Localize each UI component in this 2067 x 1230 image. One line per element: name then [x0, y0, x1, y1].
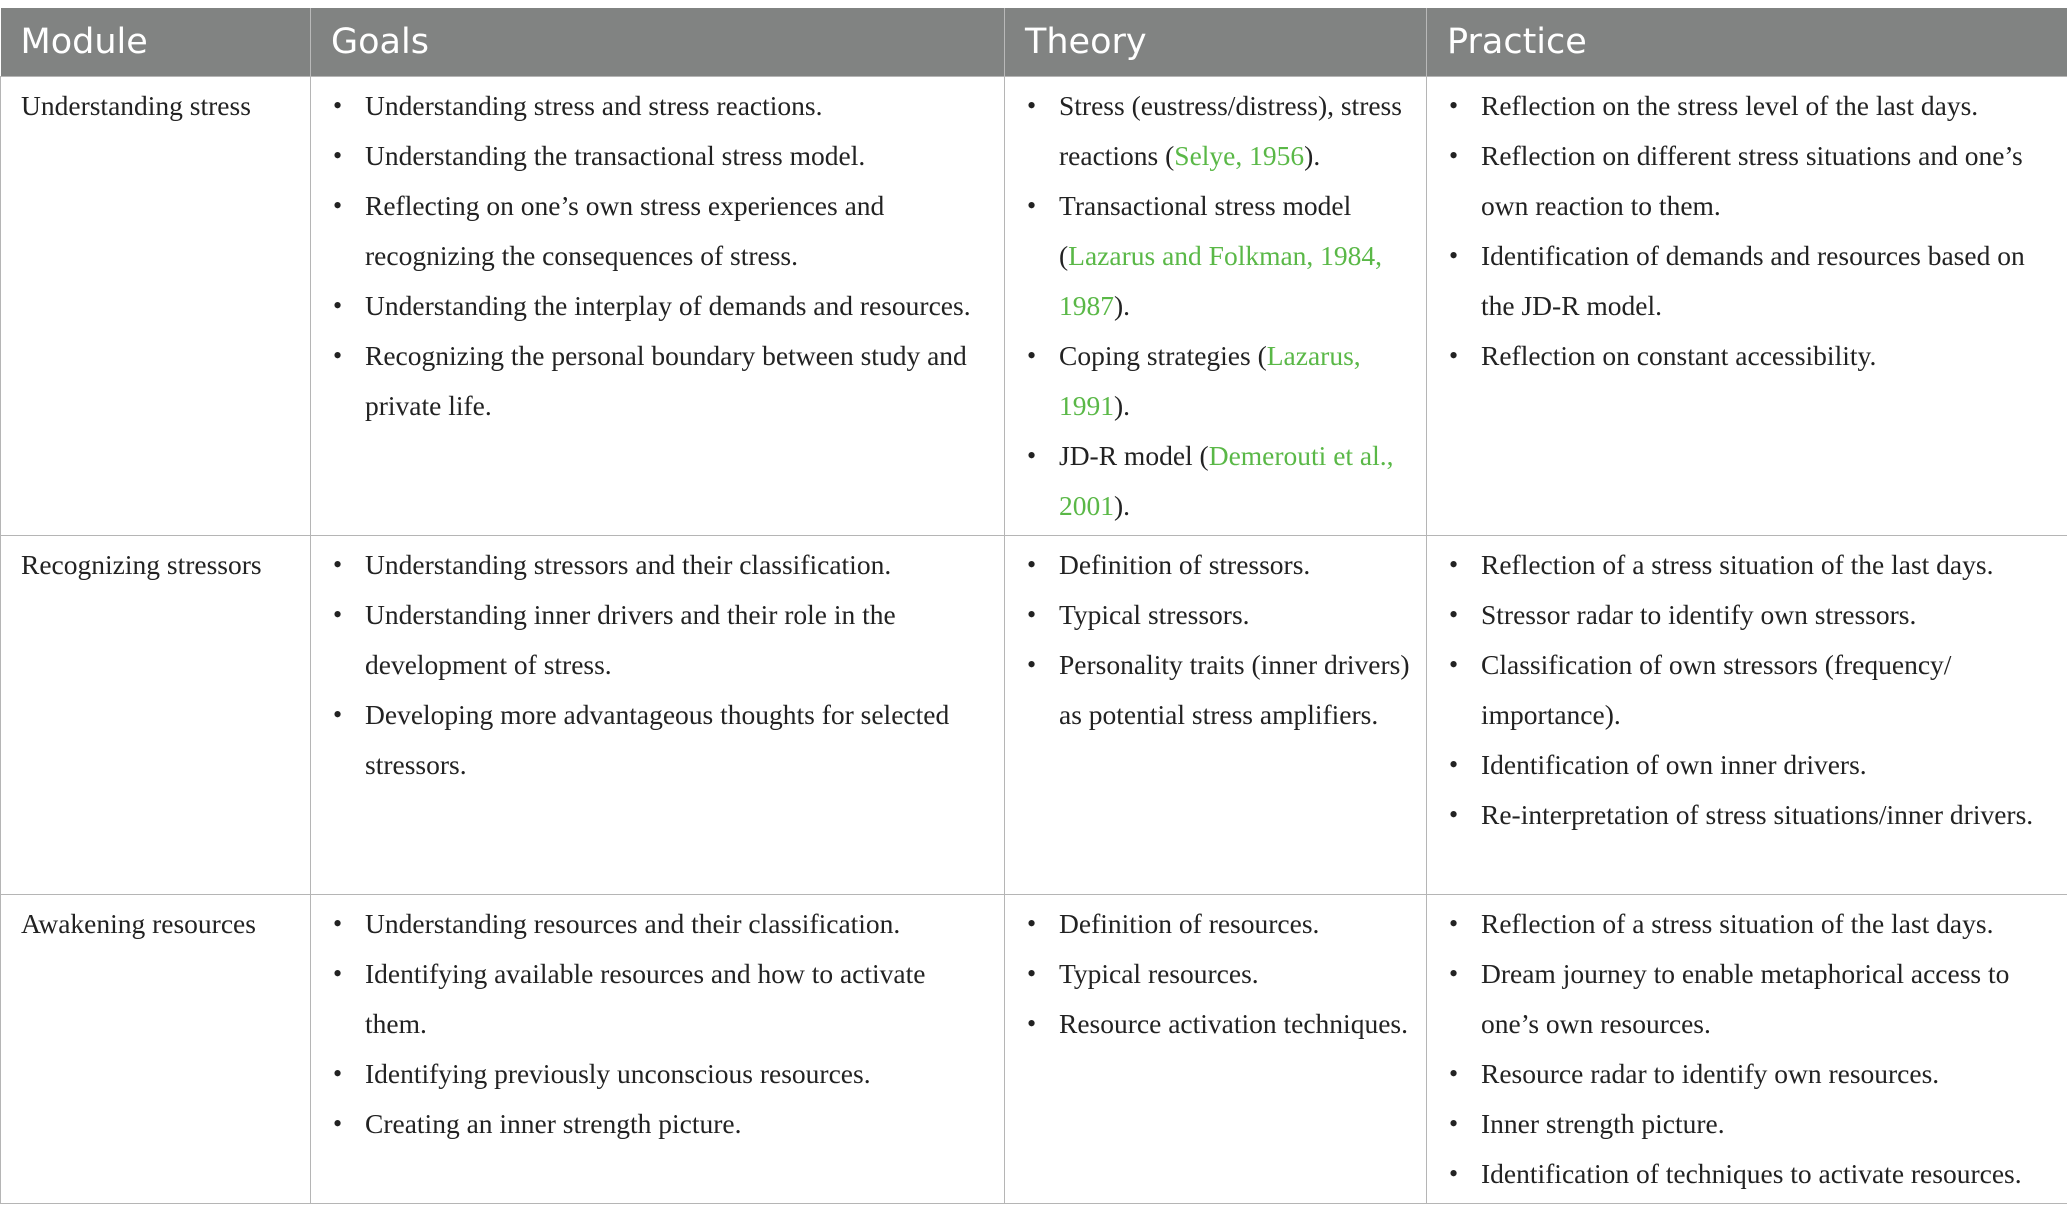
list-item: • Definition of resources.: [1059, 899, 1416, 949]
list-item: [1059, 81, 1416, 181]
list-item: • Typical resources.: [1059, 949, 1416, 999]
list-item: • Reflection of a stress situation of the last days.: [1481, 540, 2057, 590]
list-item: • Resource activation techniques.: [1059, 999, 1416, 1049]
list-item: • Reflection on constant accessibility.: [1481, 331, 2057, 381]
citation-link[interactable]: Demerouti et al., 2001: [1059, 440, 1394, 521]
list-item: • Understanding stress and stress reactions.: [365, 81, 994, 131]
list-item: • Identifying available resources and how to activate them.: [365, 949, 994, 1049]
list-item: • Identifying previously unconscious resources.: [365, 1049, 994, 1099]
goals-list: [311, 540, 1004, 790]
list-item: • Resource radar to identify own resources.: [1481, 1049, 2057, 1099]
theory-cell: [1005, 536, 1427, 895]
goals-list: [311, 899, 1004, 1149]
list-item: • Identification of own inner drivers.: [1481, 740, 2057, 790]
list-item: • Dream journey to enable metaphorical access to one’s own resources.: [1481, 949, 2057, 1049]
list-item: • Stressor radar to identify own stressors.: [1481, 590, 2057, 640]
theory-text: Coping strategies (: [1059, 340, 1267, 371]
table-row: [1, 536, 2067, 895]
list-item: • Recognizing the personal boundary between study and private life.: [365, 331, 994, 431]
table-row: [1, 895, 2067, 1204]
header-goals: Goals: [311, 8, 1005, 77]
theory-list: [1005, 899, 1426, 1049]
list-item: • Understanding stressors and their classification.: [365, 540, 994, 590]
list-item: • Understanding the transactional stress model.: [365, 131, 994, 181]
citation-link[interactable]: Lazarus, 1991: [1059, 340, 1361, 421]
list-item: • Identification of techniques to activate resources.: [1481, 1149, 2057, 1199]
module-cell: Understanding stress: [1, 77, 311, 536]
theory-text: ).: [1114, 290, 1131, 321]
theory-cell: [1005, 895, 1427, 1204]
list-item: • Reflection on different stress situations and one’s own reaction to them.: [1481, 131, 2057, 231]
list-item: • Identification of demands and resources based on the JD-R model.: [1481, 231, 2057, 331]
list-item: • Understanding the interplay of demands and resources.: [365, 281, 994, 331]
list-item: • Reflection on the stress level of the last days.: [1481, 81, 2057, 131]
header-module: Module: [1, 8, 311, 77]
list-item: • Reflecting on one’s own stress experiences and recognizing the consequences of stress.: [365, 181, 994, 281]
practice-list: [1427, 899, 2067, 1199]
module-cell: Awakening resources: [1, 895, 311, 1204]
practice-list: [1427, 81, 2067, 381]
practice-cell: [1427, 536, 2067, 895]
goals-cell: [311, 77, 1005, 536]
theory-list: [1005, 540, 1426, 740]
list-item: • Understanding inner drivers and their role in the development of stress.: [365, 590, 994, 690]
theory-text: ).: [1304, 140, 1321, 171]
theory-text: Stress (eustress/distress), stress reactions (: [1059, 90, 1402, 171]
list-item: • Reflection of a stress situation of the last days.: [1481, 899, 2057, 949]
theory-cell: [1005, 77, 1427, 536]
list-item: • Definition of stressors.: [1059, 540, 1416, 590]
list-item: • Classification of own stressors (frequency/ importance).: [1481, 640, 2057, 740]
table-row: [1, 77, 2067, 536]
list-item: [1059, 431, 1416, 531]
list-item: • Typical stressors.: [1059, 590, 1416, 640]
citation-link[interactable]: Lazarus and Folkman, 1984, 1987: [1059, 240, 1383, 321]
header-practice: Practice: [1427, 8, 2067, 77]
list-item: [1059, 331, 1416, 431]
module-cell: Recognizing stressors: [1, 536, 311, 895]
theory-text: ).: [1114, 390, 1131, 421]
theory-text: ).: [1114, 490, 1131, 521]
practice-list: [1427, 540, 2067, 840]
modules-table: [0, 8, 2067, 1204]
practice-cell: [1427, 895, 2067, 1204]
list-item: [1059, 181, 1416, 331]
theory-text: Transactional stress model (: [1059, 190, 1352, 271]
theory-list: [1005, 81, 1426, 531]
goals-cell: [311, 895, 1005, 1204]
list-item: • Inner strength picture.: [1481, 1099, 2057, 1149]
list-item: • Personality traits (inner drivers) as potential stress amplifiers.: [1059, 640, 1416, 740]
goals-list: [311, 81, 1004, 431]
list-item: • Understanding resources and their classification.: [365, 899, 994, 949]
citation-link[interactable]: Selye, 1956: [1174, 140, 1305, 171]
practice-cell: [1427, 77, 2067, 536]
theory-text: JD-R model (: [1059, 440, 1209, 471]
header-row: [1, 8, 2067, 77]
list-item: • Creating an inner strength picture.: [365, 1099, 994, 1149]
header-theory: Theory: [1005, 8, 1427, 77]
goals-cell: [311, 536, 1005, 895]
list-item: • Re-interpretation of stress situations/inner drivers.: [1481, 790, 2057, 840]
list-item: • Developing more advantageous thoughts for selected stressors.: [365, 690, 994, 790]
